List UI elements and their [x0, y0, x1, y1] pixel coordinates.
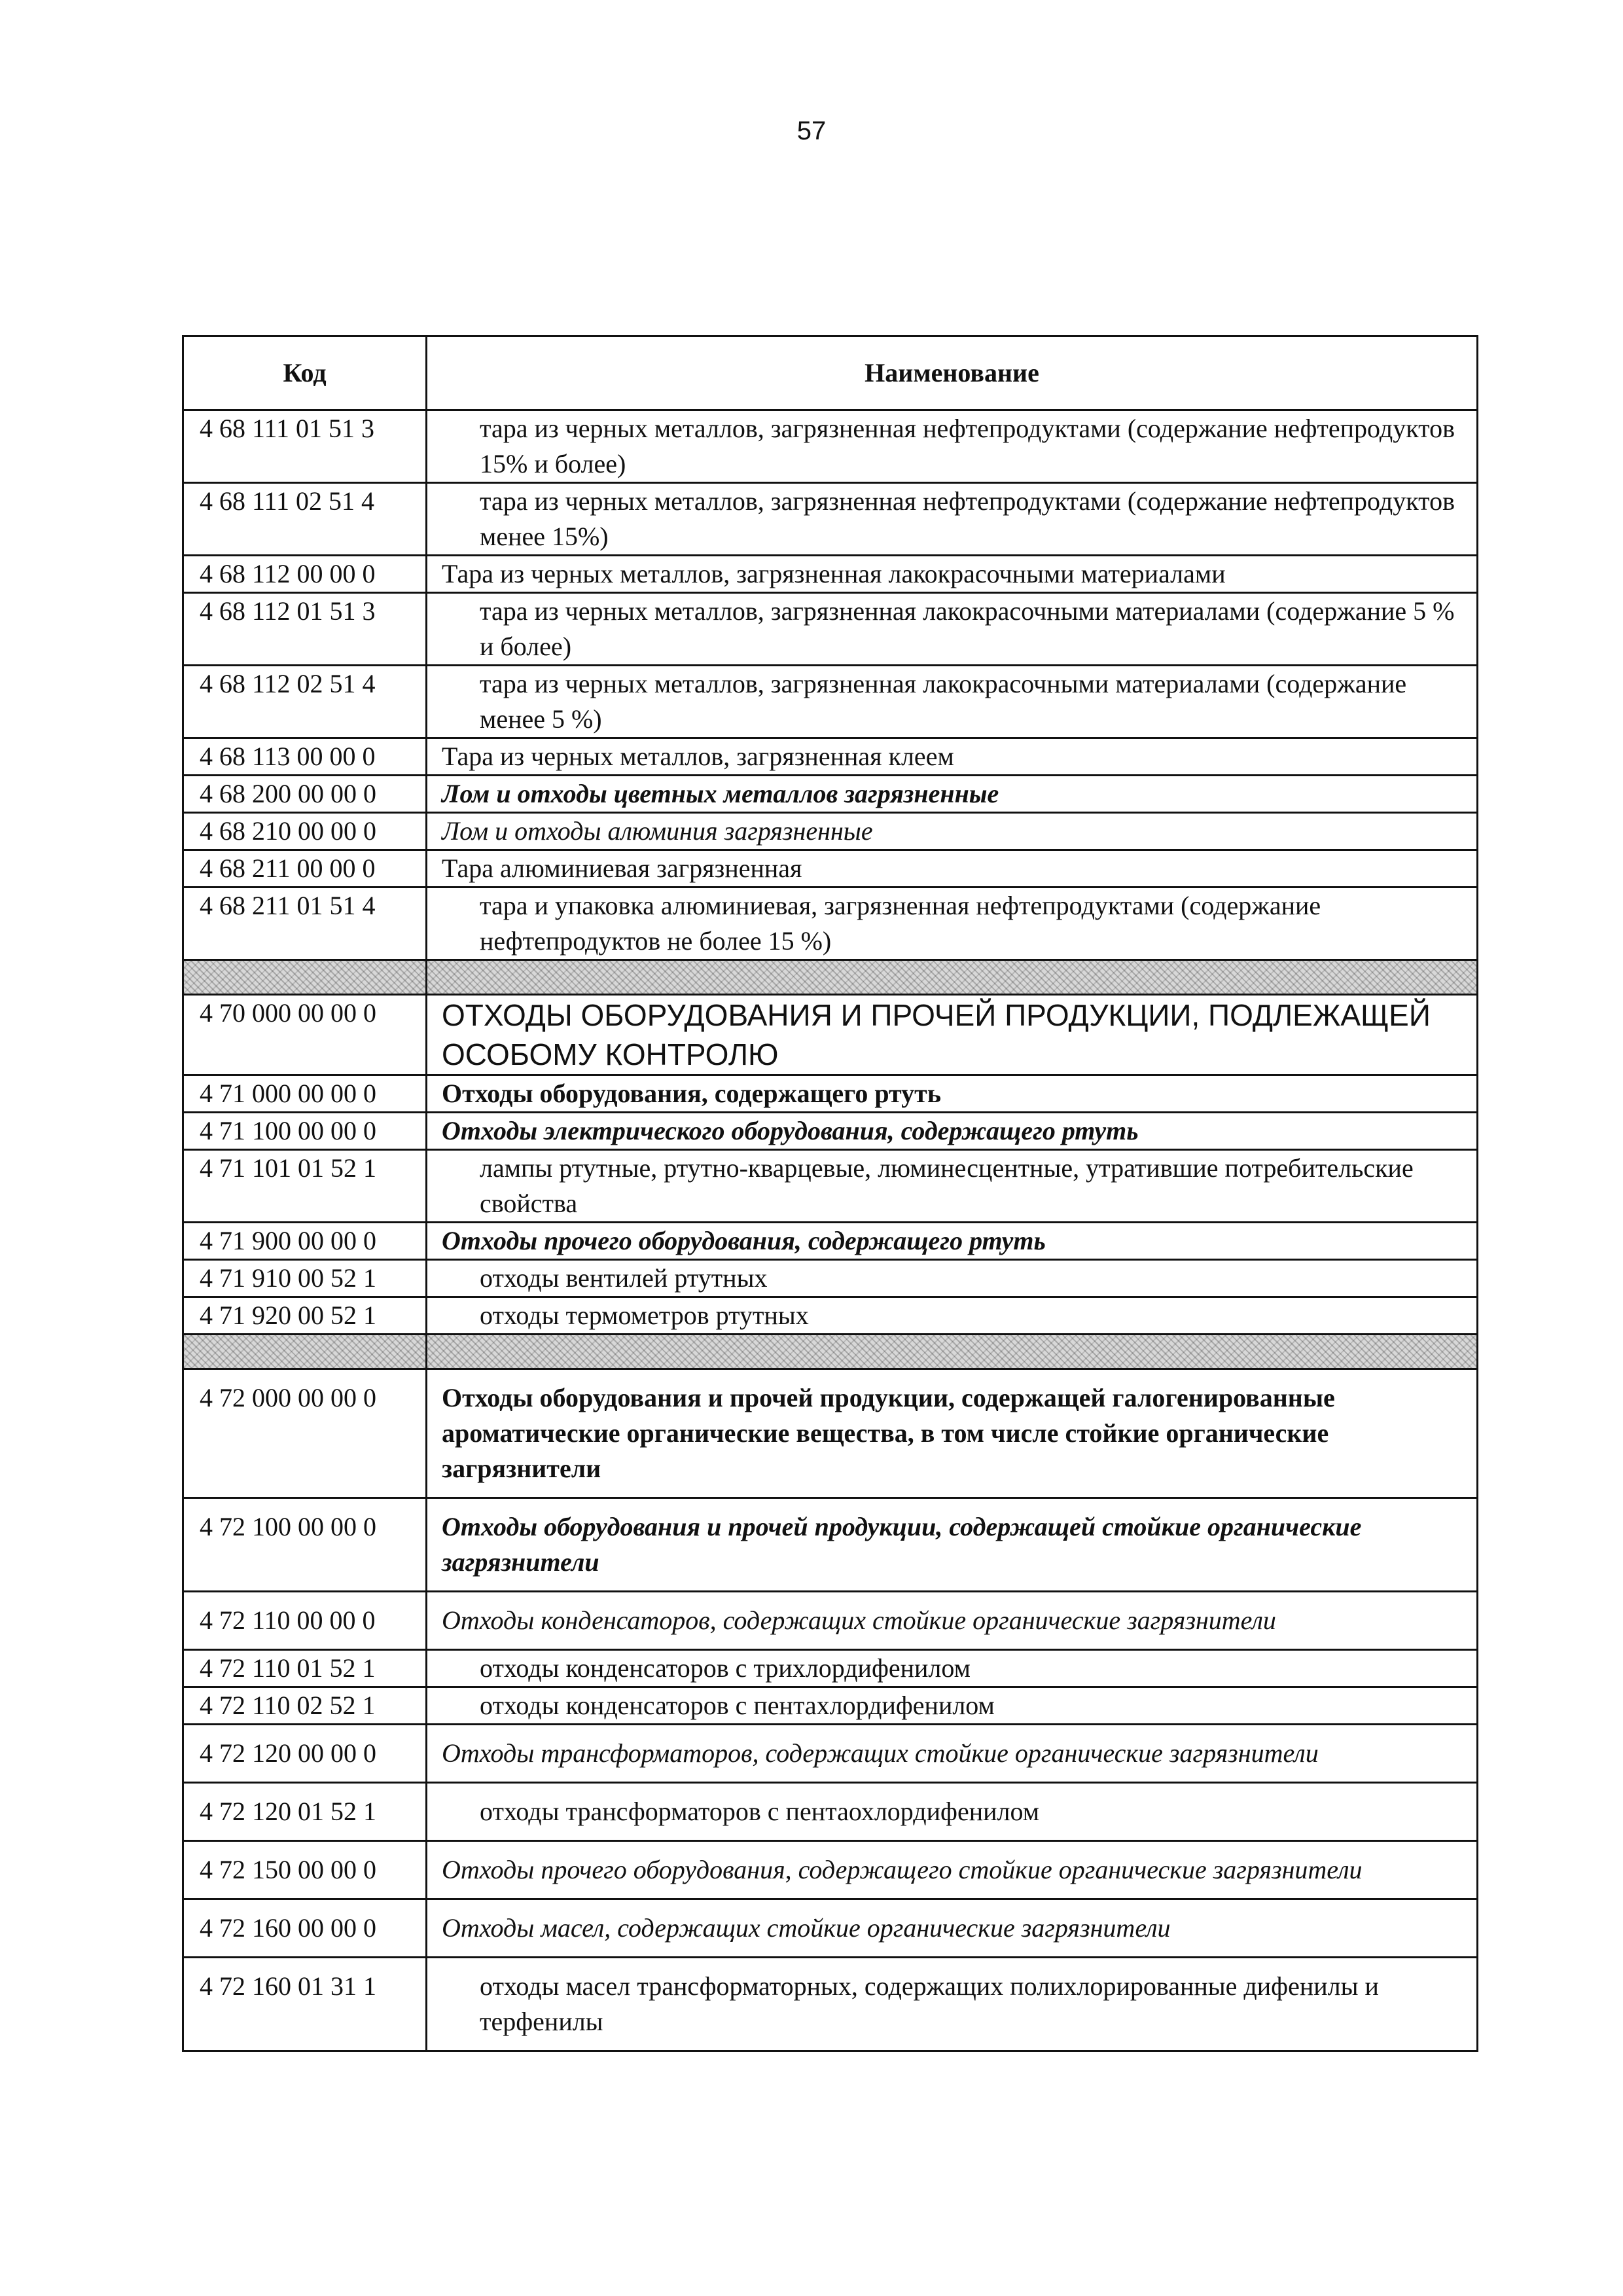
row-code: 4 68 211 00 00 0: [183, 850, 427, 888]
row-name: тара из черных металлов, загрязненная нефтепродуктами (содержание нефтепродуктов 15% и более): [427, 410, 1478, 483]
row-name: Лом и отходы цветных металлов загрязненные: [427, 776, 1478, 813]
row-code: 4 72 160 00 00 0: [183, 1899, 427, 1958]
row-name: ОТХОДЫ ОБОРУДОВАНИЯ И ПРОЧЕЙ ПРОДУКЦИИ, ПОДЛЕЖАЩЕЙ ОСОБОМУ КОНТРОЛЮ: [427, 995, 1478, 1075]
header-name: Наименование: [427, 336, 1478, 410]
row-name: Тара из черных металлов, загрязненная клеем: [427, 738, 1478, 776]
table-row: [183, 1783, 1478, 1841]
row-code: 4 68 113 00 00 0: [183, 738, 427, 776]
table-row: [183, 776, 1478, 813]
row-name: Отходы электрического оборудования, содержащего ртуть: [427, 1113, 1478, 1150]
row-name: Тара из черных металлов, загрязненная лакокрасочными материалами: [427, 556, 1478, 593]
row-name: тара из черных металлов, загрязненная лакокрасочными материалами (содержание менее 5 %): [427, 666, 1478, 738]
table-row: [183, 813, 1478, 850]
row-code: 4 68 111 02 51 4: [183, 483, 427, 556]
table-header-row: [183, 336, 1478, 410]
row-code: 4 71 920 00 52 1: [183, 1297, 427, 1335]
row-code: [183, 960, 427, 995]
table-row: [183, 593, 1478, 666]
table-row: [183, 483, 1478, 556]
table-row: [183, 1899, 1478, 1958]
row-code: 4 72 160 01 31 1: [183, 1958, 427, 2051]
table-row: [183, 1958, 1478, 2051]
waste-code-table: [182, 335, 1478, 2052]
row-code: 4 68 112 01 51 3: [183, 593, 427, 666]
row-name: Отходы масел, содержащих стойкие органические загрязнители: [427, 1899, 1478, 1958]
table-row: [183, 1223, 1478, 1260]
row-name: отходы масел трансформаторных, содержащих полихлорированные дифенилы и терфенилы: [427, 1958, 1478, 2051]
row-code: 4 72 000 00 00 0: [183, 1369, 427, 1498]
table-row: [183, 1297, 1478, 1335]
table-row: [183, 1369, 1478, 1498]
table-row: [183, 1725, 1478, 1783]
spacer-row: [183, 960, 1478, 995]
row-name: лампы ртутные, ртутно-кварцевые, люминесцентные, утратившие потребительские свойства: [427, 1150, 1478, 1223]
row-name: Отходы конденсаторов, содержащих стойкие органические загрязнители: [427, 1592, 1478, 1650]
row-code: 4 68 210 00 00 0: [183, 813, 427, 850]
table-body: [183, 410, 1478, 2051]
row-name: [427, 960, 1478, 995]
table-row: [183, 666, 1478, 738]
row-code: [183, 1335, 427, 1369]
row-name: тара и упаковка алюминиевая, загрязненная нефтепродуктами (содержание нефтепродуктов не более 15 %): [427, 888, 1478, 960]
table-row: [183, 1687, 1478, 1725]
row-name: отходы трансформаторов с пентаохлордифенилом: [427, 1783, 1478, 1841]
row-name: тара из черных металлов, загрязненная лакокрасочными материалами (содержание 5 % и более): [427, 593, 1478, 666]
row-code: 4 68 112 00 00 0: [183, 556, 427, 593]
row-name: Отходы оборудования, содержащего ртуть: [427, 1075, 1478, 1113]
table-row: [183, 1150, 1478, 1223]
row-code: 4 72 110 02 52 1: [183, 1687, 427, 1725]
row-code: 4 71 900 00 00 0: [183, 1223, 427, 1260]
row-name: Отходы прочего оборудования, содержащего стойкие органические загрязнители: [427, 1841, 1478, 1899]
spacer-row: [183, 1335, 1478, 1369]
row-code: 4 71 101 01 52 1: [183, 1150, 427, 1223]
table-row: [183, 1260, 1478, 1297]
header-code: Код: [183, 336, 427, 410]
row-code: 4 72 100 00 00 0: [183, 1498, 427, 1592]
table-row: [183, 1841, 1478, 1899]
row-code: 4 72 120 00 00 0: [183, 1725, 427, 1783]
row-name: Отходы оборудования и прочей продукции, содержащей галогенированные ароматические органические вещества, в том числе стойкие органические загрязнители: [427, 1369, 1478, 1498]
table-row: [183, 1650, 1478, 1687]
row-name: Лом и отходы алюминия загрязненные: [427, 813, 1478, 850]
table-row: [183, 738, 1478, 776]
row-name: тара из черных металлов, загрязненная нефтепродуктами (содержание нефтепродуктов менее 15%): [427, 483, 1478, 556]
row-name: отходы вентилей ртутных: [427, 1260, 1478, 1297]
row-code: 4 71 910 00 52 1: [183, 1260, 427, 1297]
row-code: 4 72 120 01 52 1: [183, 1783, 427, 1841]
row-name: Отходы прочего оборудования, содержащего ртуть: [427, 1223, 1478, 1260]
table-row: [183, 556, 1478, 593]
table-row: [183, 1075, 1478, 1113]
table-row: [183, 410, 1478, 483]
row-code: 4 72 110 00 00 0: [183, 1592, 427, 1650]
page-number: 57: [796, 117, 827, 145]
table-row: [183, 1113, 1478, 1150]
table-row: [183, 1592, 1478, 1650]
table-row: [183, 888, 1478, 960]
row-name: Тара алюминиевая загрязненная: [427, 850, 1478, 888]
row-name: Отходы трансформаторов, содержащих стойкие органические загрязнители: [427, 1725, 1478, 1783]
row-name: Отходы оборудования и прочей продукции, содержащей стойкие органические загрязнители: [427, 1498, 1478, 1592]
table-row: [183, 1498, 1478, 1592]
row-code: 4 72 110 01 52 1: [183, 1650, 427, 1687]
row-name: [427, 1335, 1478, 1369]
table-row: [183, 850, 1478, 888]
row-code: 4 68 112 02 51 4: [183, 666, 427, 738]
row-code: 4 71 100 00 00 0: [183, 1113, 427, 1150]
row-code: 4 72 150 00 00 0: [183, 1841, 427, 1899]
row-name: отходы конденсаторов с трихлордифенилом: [427, 1650, 1478, 1687]
row-name: отходы конденсаторов с пентахлордифенилом: [427, 1687, 1478, 1725]
row-code: 4 68 111 01 51 3: [183, 410, 427, 483]
row-code: 4 68 200 00 00 0: [183, 776, 427, 813]
table-row: [183, 995, 1478, 1075]
row-name: отходы термометров ртутных: [427, 1297, 1478, 1335]
row-code: 4 70 000 00 00 0: [183, 995, 427, 1075]
row-code: 4 71 000 00 00 0: [183, 1075, 427, 1113]
row-code: 4 68 211 01 51 4: [183, 888, 427, 960]
